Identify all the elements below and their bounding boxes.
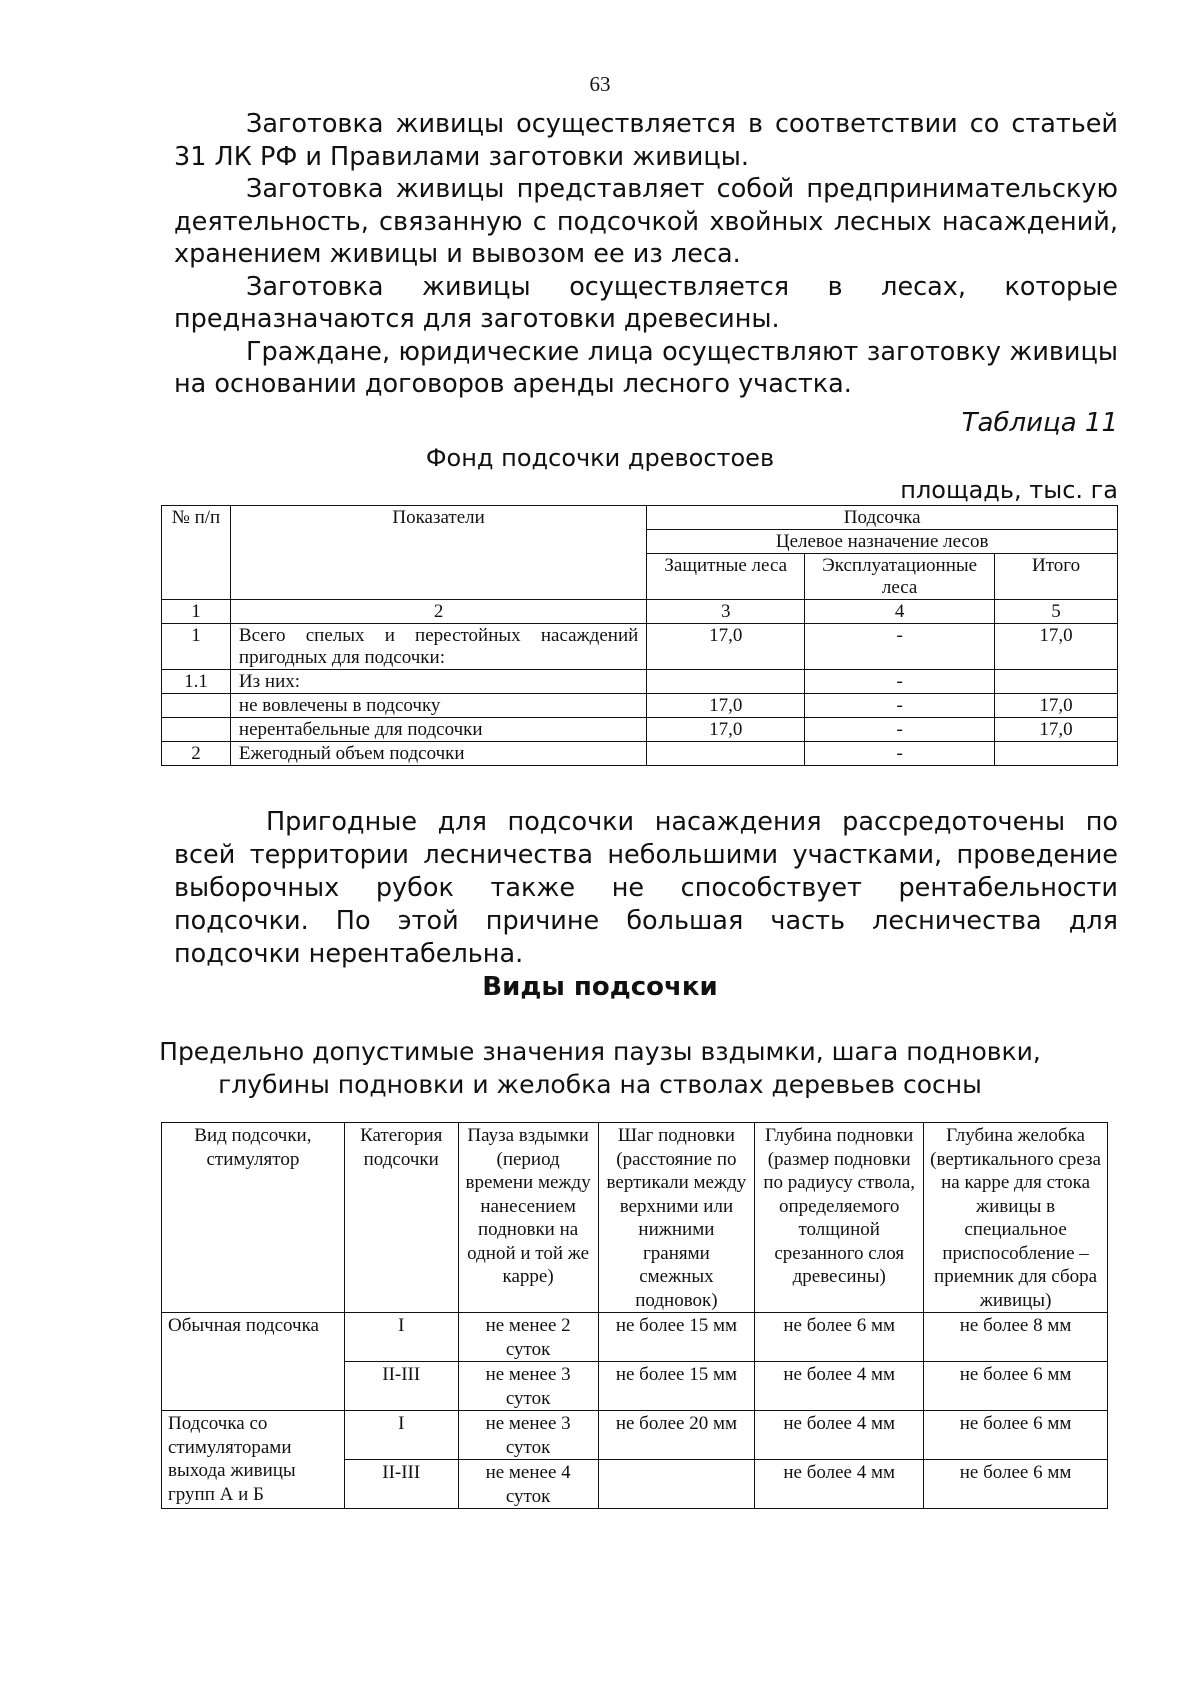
row-name: нерентабельные для подсочки <box>230 718 646 742</box>
table-row <box>162 624 1118 670</box>
row-num: 2 <box>162 742 231 766</box>
paragraph: Заготовка живицы осуществляется в соответствии со статьей 31 ЛК РФ и Правилами заготовки живицы. <box>174 109 1118 172</box>
row-total: 17,0 <box>995 624 1118 670</box>
header-groove: Глубина желобка (вертикального среза на карре для стока живицы в специальное приспособление –приемник для сбора живицы) <box>924 1123 1108 1313</box>
table-label: Таблица 11 <box>961 408 1118 438</box>
row-num <box>162 718 231 742</box>
row-protective: 17,0 <box>647 718 805 742</box>
row-name: Из них: <box>230 670 646 694</box>
table-title: Фонд подсочки древостоев <box>425 444 775 472</box>
row-num: 1.1 <box>162 670 231 694</box>
header-depth: Глубина подновки (размер подновки по радиусу ствола, определяемого толщиной срезанного слоя древесины) <box>755 1123 924 1313</box>
step <box>598 1460 755 1509</box>
header-pause: Пауза вздымки (период времени между нанесением подновки на одной и той же карре) <box>458 1123 598 1313</box>
col-number: 3 <box>647 600 805 624</box>
pause: не менее 2 суток <box>458 1313 598 1362</box>
row-total: 17,0 <box>995 694 1118 718</box>
step: не более 15 мм <box>598 1362 755 1411</box>
header-indicators: Показатели <box>230 506 646 600</box>
category: I <box>344 1313 458 1362</box>
tapping-fund-table <box>161 505 1118 766</box>
header-num: № п/п <box>162 506 231 600</box>
tapping-limits-table <box>161 1122 1108 1509</box>
col-number: 4 <box>805 600 995 624</box>
header-protective: Защитные леса <box>647 554 805 600</box>
row-total <box>995 670 1118 694</box>
groove: не более 6 мм <box>924 1460 1108 1509</box>
row-protective <box>647 742 805 766</box>
header-step: Шаг подновки (расстояние по вертикали между верхними или нижними гранями смежных подновок) <box>598 1123 755 1313</box>
header-tapping: Подсочка <box>647 506 1118 530</box>
header-total: Итого <box>995 554 1118 600</box>
pause: не менее 3 суток <box>458 1411 598 1460</box>
table-title <box>0 1035 1200 1101</box>
section-heading: Виды подсочки <box>482 972 718 1002</box>
tapping-type: Подсочка со стимуляторами выхода живицы групп А и Б <box>162 1411 345 1509</box>
step: не более 20 мм <box>598 1411 755 1460</box>
paragraph: Заготовка живицы осуществляется в лесах, которые предназначаются для заготовки древесины. <box>174 271 1118 334</box>
header-type: Вид подсочки, стимулятор <box>162 1123 345 1313</box>
paragraph: Заготовка живицы представляет собой предпринимательскую деятельность, связанную с подсочкой хвойных лесных насаждений, хранением живицы и вывозом ее из леса. <box>174 174 1118 269</box>
category: II-III <box>344 1460 458 1509</box>
step: не более 15 мм <box>598 1313 755 1362</box>
row-total <box>995 742 1118 766</box>
pause: не менее 3 суток <box>458 1362 598 1411</box>
row-protective <box>647 670 805 694</box>
table-row <box>162 670 1118 694</box>
depth: не более 4 мм <box>755 1362 924 1411</box>
row-protective: 17,0 <box>647 694 805 718</box>
tapping-type: Обычная подсочка <box>162 1313 345 1411</box>
row-name: не вовлечены в подсочку <box>230 694 646 718</box>
pause: не менее 4 суток <box>458 1460 598 1509</box>
category: I <box>344 1411 458 1460</box>
header-exploitation: Эксплуатационные леса <box>805 554 995 600</box>
category: II-III <box>344 1362 458 1411</box>
table-row <box>162 1411 1108 1460</box>
header-purpose: Целевое назначение лесов <box>647 530 1118 554</box>
row-name: Всего спелых и перестойных насаждений пригодных для подсочки: <box>230 624 646 670</box>
table-title-line: глубины подновки и желобка на стволах деревьев сосны <box>218 1070 982 1099</box>
groove: не более 6 мм <box>924 1411 1108 1460</box>
table-row <box>162 694 1118 718</box>
row-protective: 17,0 <box>647 624 805 670</box>
row-name: Ежегодный объем подсочки <box>230 742 646 766</box>
intro-text <box>174 108 1118 401</box>
table-title-line: Предельно допустимые значения паузы вздымки, шага подновки, <box>159 1037 1041 1066</box>
col-number: 1 <box>162 600 231 624</box>
depth: не более 6 мм <box>755 1313 924 1362</box>
column-number-row <box>162 600 1118 624</box>
row-total: 17,0 <box>995 718 1118 742</box>
row-exploitation: - <box>805 694 995 718</box>
row-exploitation: - <box>805 742 995 766</box>
depth: не более 4 мм <box>755 1411 924 1460</box>
row-num <box>162 694 231 718</box>
row-num: 1 <box>162 624 231 670</box>
col-number: 5 <box>995 600 1118 624</box>
header-row <box>162 1123 1108 1313</box>
row-exploitation: - <box>805 624 995 670</box>
table-unit: площадь, тыс. га <box>900 476 1118 504</box>
table-row <box>162 742 1118 766</box>
header-category: Категория подсочки <box>344 1123 458 1313</box>
table-row <box>162 718 1118 742</box>
paragraph: Граждане, юридические лица осуществляют заготовку живицы на основании договоров аренды лесного участка. <box>174 336 1118 399</box>
depth: не более 4 мм <box>755 1460 924 1509</box>
groove: не более 6 мм <box>924 1362 1108 1411</box>
paragraph: Пригодные для подсочки насаждения рассредоточены по всей территории лесничества небольшими участками, проведение выборочных рубок также не способствует рентабельности подсочки. По этой причине большая часть лесничества для подсочки нерентабельна. <box>174 807 1118 969</box>
row-exploitation: - <box>805 670 995 694</box>
row-exploitation: - <box>805 718 995 742</box>
table-row <box>162 1313 1108 1362</box>
page-number: 63 <box>589 72 611 96</box>
groove: не более 8 мм <box>924 1313 1108 1362</box>
col-number: 2 <box>230 600 646 624</box>
